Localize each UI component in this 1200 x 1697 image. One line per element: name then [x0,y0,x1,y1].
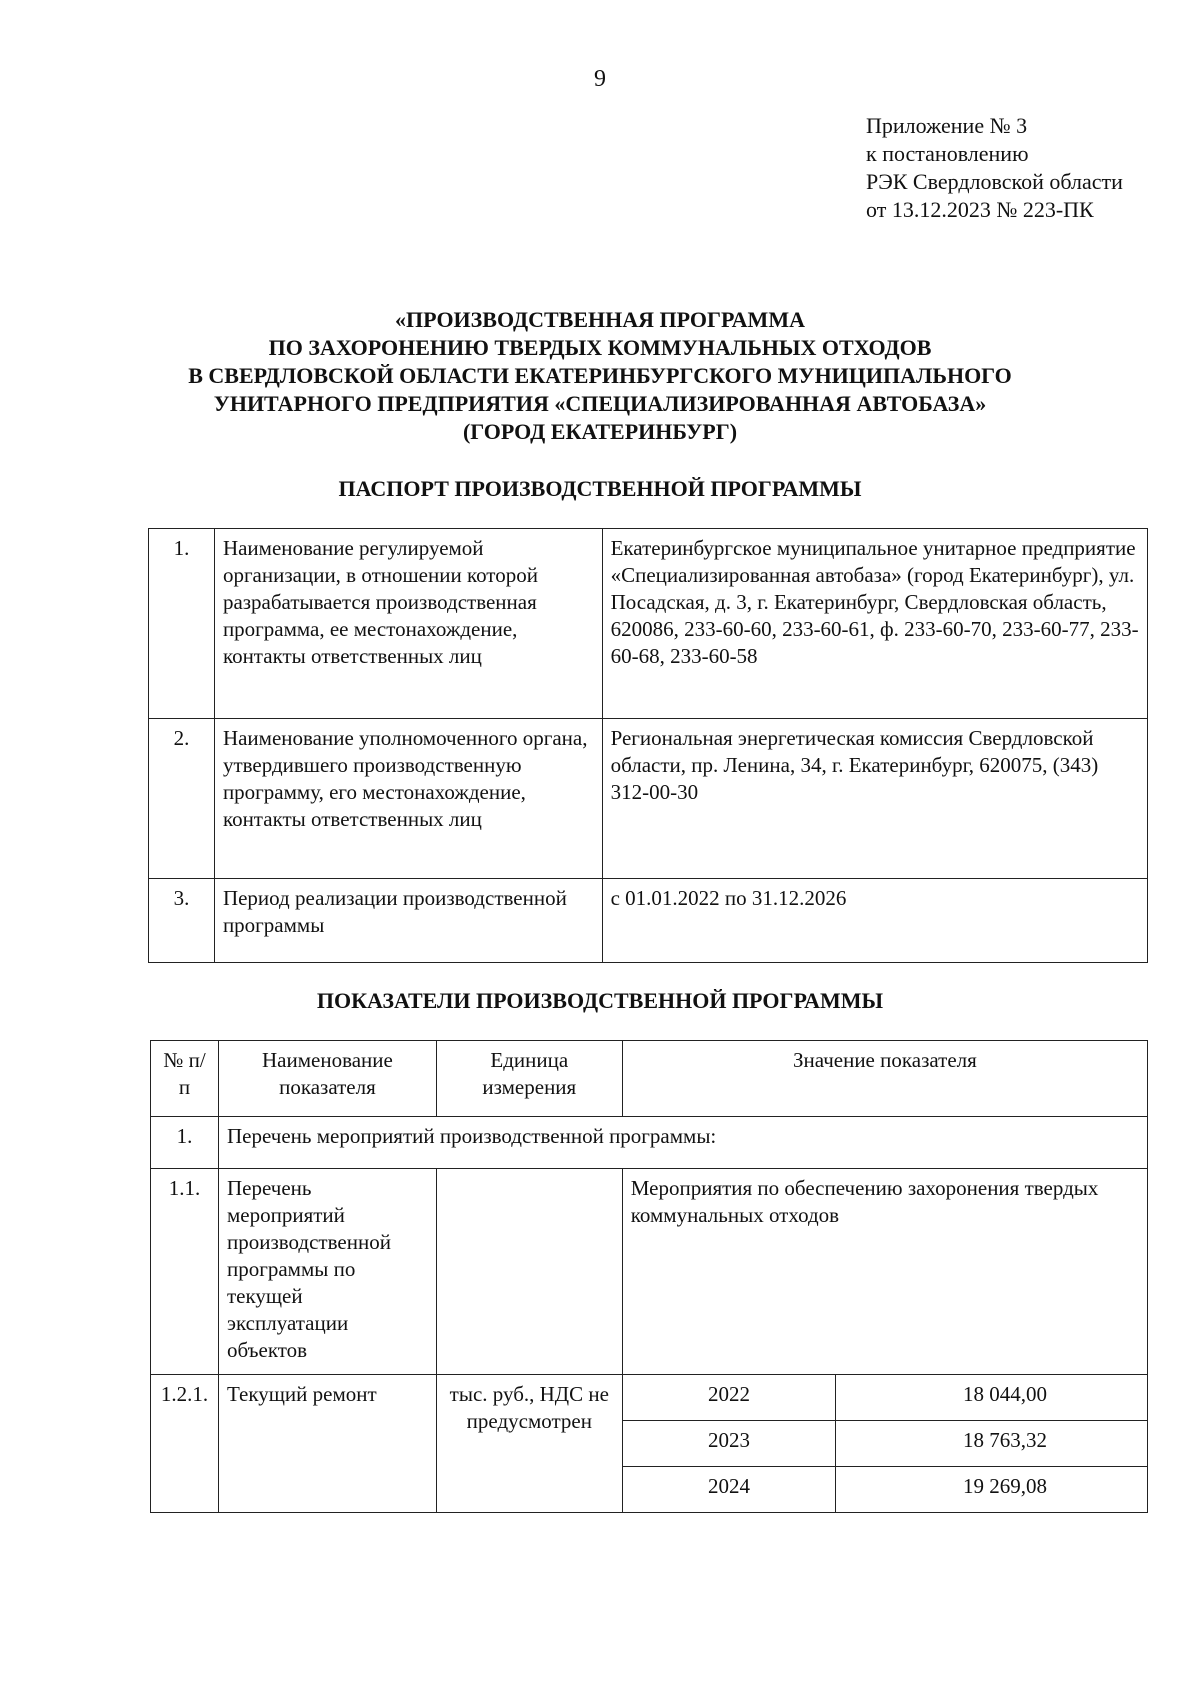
header-value: Значение показателя [622,1041,1147,1117]
amount-cell: 18 044,00 [836,1375,1148,1421]
table-header-row [151,1041,1148,1117]
table-row [149,719,1148,879]
indicators-heading: ПОКАЗАТЕЛИ ПРОИЗВОДСТВЕННОЙ ПРОГРАММЫ [316,988,884,1013]
passport-table [148,528,1148,963]
appendix-line: от 13.12.2023 № 223-ПК [866,197,1094,222]
table-row [151,1117,1148,1169]
year-cell: 2023 [622,1421,836,1467]
row-label: Наименование регулируемой организации, в отношении которой разрабатывается производственная программа, ее местонахождение, контакты ответственных лиц [214,529,602,719]
passport-heading: ПАСПОРТ ПРОИЗВОДСТВЕННОЙ ПРОГРАММЫ [338,476,862,501]
row-label: Период реализации производственной программы [214,879,602,963]
title-line: (ГОРОД ЕКАТЕРИНБУРГ) [462,419,738,444]
document-title [0,306,1200,446]
row-value: Региональная энергетическая комиссия Свердловской области, пр. Ленина, 34, г. Екатеринбург, 620075, (343) 312-00-30 [602,719,1147,879]
row-value: Мероприятия по обеспечению захоронения твердых коммунальных отходов [622,1169,1147,1375]
indicators-table [150,1040,1148,1513]
title-line: В СВЕРДЛОВСКОЙ ОБЛАСТИ ЕКАТЕРИНБУРГСКОГО МУНИЦИПАЛЬНОГО [188,363,1012,388]
row-unit [436,1169,622,1375]
appendix-note [866,112,1123,224]
table-row [151,1375,1148,1421]
row-label: Перечень мероприятий производственной программы по текущей эксплуатации объектов [218,1169,436,1375]
row-number: 1.2.1. [151,1375,219,1513]
table-row [149,879,1148,963]
header-num: № п/п [151,1041,219,1117]
row-unit: тыс. руб., НДС не предусмотрен [436,1375,622,1513]
row-value: с 01.01.2022 по 31.12.2026 [602,879,1147,963]
table-row [149,529,1148,719]
row-number: 2. [149,719,215,879]
row-number: 1.1. [151,1169,219,1375]
appendix-line: РЭК Свердловской области [866,169,1123,194]
title-line: «ПРОИЗВОДСТВЕННАЯ ПРОГРАММА [395,307,805,332]
amount-cell: 19 269,08 [836,1467,1148,1513]
page-number: 9 [594,66,606,92]
row-number: 1. [151,1117,219,1169]
row-label: Текущий ремонт [218,1375,436,1513]
appendix-line: Приложение № 3 [866,113,1028,138]
appendix-line: к постановлению [866,141,1029,166]
title-line: УНИТАРНОГО ПРЕДПРИЯТИЯ «СПЕЦИАЛИЗИРОВАННАЯ АВТОБАЗА» [213,391,987,416]
row-label: Наименование уполномоченного органа, утвердившего производственную программу, его местонахождение, контакты ответственных лиц [214,719,602,879]
row-number: 1. [149,529,215,719]
header-name: Наименование показателя [218,1041,436,1117]
title-line: ПО ЗАХОРОНЕНИЮ ТВЕРДЫХ КОММУНАЛЬНЫХ ОТХОДОВ [268,335,932,360]
amount-cell: 18 763,32 [836,1421,1148,1467]
row-number: 3. [149,879,215,963]
table-row [151,1169,1148,1375]
row-value: Екатеринбургское муниципальное унитарное предприятие «Специализированная автобаза» (город Екатеринбург), ул. Посадская, д. 3, г. Екатеринбург, Свердловская область, 620086, 233-60-60, 233-60-61, ф. 233-60-70, 233-60-77, 233-60-68, 233-60-58 [602,529,1147,719]
year-cell: 2022 [622,1375,836,1421]
section-label: Перечень мероприятий производственной программы: [218,1117,1147,1169]
header-unit: Единица измерения [436,1041,622,1117]
year-cell: 2024 [622,1467,836,1513]
